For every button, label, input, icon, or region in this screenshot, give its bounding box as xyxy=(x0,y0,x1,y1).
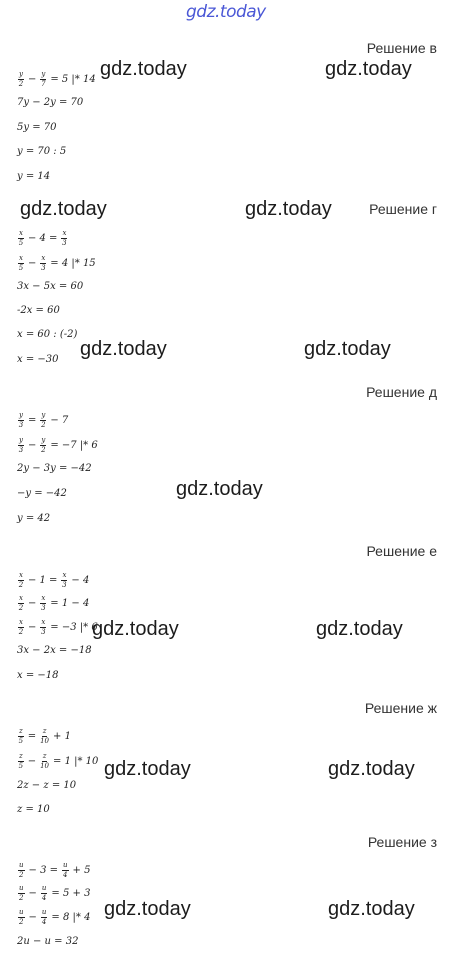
watermark: gdz.today xyxy=(316,618,403,640)
equation-line xyxy=(17,255,96,272)
equation-rest: = 5 + 3 xyxy=(51,887,91,899)
fraction-numerator: z xyxy=(42,727,47,735)
fraction-denominator: 3 xyxy=(41,628,46,636)
watermark: gdz.today xyxy=(104,758,191,780)
solution-heading-z: Решение з xyxy=(367,834,437,850)
fraction-numerator: x xyxy=(41,254,46,262)
solution-heading-g: Решение г xyxy=(369,201,437,217)
fraction-denominator: 3 xyxy=(41,604,46,612)
operator: − xyxy=(27,73,37,85)
fraction-denominator: 5 xyxy=(18,239,24,247)
fraction-numerator: x xyxy=(19,594,23,602)
fraction-denominator: 2 xyxy=(18,604,24,612)
fraction-numerator: y xyxy=(41,436,46,444)
equation-line xyxy=(17,909,90,926)
fraction-numerator: y xyxy=(19,411,23,419)
equation-rest: = −3 |* 6 xyxy=(50,621,98,633)
fraction-numerator: x xyxy=(19,618,23,626)
operator: − xyxy=(27,257,37,269)
equation-line: −y = −42 xyxy=(17,488,67,499)
fraction-denominator: 5 xyxy=(18,762,24,770)
site-logo[interactable]: gdz.today xyxy=(186,2,266,22)
fraction-denominator: 7 xyxy=(41,80,46,88)
fraction-numerator: z xyxy=(42,752,47,760)
fraction-denominator: 2 xyxy=(18,80,24,88)
fraction-numerator: y xyxy=(41,411,46,419)
fraction-denominator: 4 xyxy=(63,871,68,879)
fraction-denominator: 4 xyxy=(41,918,47,926)
watermark: gdz.today xyxy=(304,338,391,360)
fraction-numerator: x xyxy=(19,229,23,237)
equation-line: y = 70 : 5 xyxy=(17,146,67,157)
fraction-denominator: 10 xyxy=(40,762,50,770)
fraction-denominator: 2 xyxy=(19,871,24,879)
equation-rest: = 4 |* 15 xyxy=(50,257,96,269)
equation-line: y = 42 xyxy=(17,513,51,524)
equation-line: 5y = 70 xyxy=(17,122,57,133)
operator: − xyxy=(27,439,37,451)
equation-line xyxy=(17,862,90,879)
equation-rest: = 8 |* 4 xyxy=(51,911,91,923)
fraction-numerator: x xyxy=(19,254,23,262)
fraction-denominator: 2 xyxy=(19,894,24,902)
watermark: gdz.today xyxy=(100,58,187,80)
equation-middle: − 4 = xyxy=(27,232,58,244)
equation-line: 2u − u = 32 xyxy=(17,936,79,947)
equation-line xyxy=(17,412,68,429)
equation-line: 2z − z = 10 xyxy=(17,780,77,791)
fraction-numerator: x xyxy=(62,571,67,579)
fraction-denominator: 4 xyxy=(41,894,47,902)
watermark: gdz.today xyxy=(104,898,191,920)
equation-line xyxy=(17,572,89,589)
fraction-numerator: u xyxy=(19,908,24,916)
operator: − xyxy=(27,755,37,767)
solution-heading-e: Решение е xyxy=(366,543,437,559)
equation-line: 3x − 5x = 60 xyxy=(17,281,84,292)
watermark: gdz.today xyxy=(92,618,179,640)
equation-rest: − 4 xyxy=(71,574,90,586)
equation-line xyxy=(17,753,98,770)
watermark: gdz.today xyxy=(328,898,415,920)
fraction-denominator: 2 xyxy=(41,421,46,429)
fraction-denominator: 3 xyxy=(18,446,24,454)
equation-rest: = 1 − 4 xyxy=(50,597,90,609)
fraction-denominator: 5 xyxy=(18,737,24,745)
watermark: gdz.today xyxy=(328,758,415,780)
fraction-denominator: 2 xyxy=(18,628,24,636)
fraction-denominator: 3 xyxy=(62,581,67,589)
operator: − xyxy=(27,621,37,633)
equation-line: x = −30 xyxy=(17,354,59,365)
equation-rest: + 5 xyxy=(72,864,91,876)
fraction-denominator: 3 xyxy=(18,421,24,429)
fraction-numerator: u xyxy=(41,884,47,892)
fraction-numerator: y xyxy=(19,436,23,444)
fraction-numerator: u xyxy=(19,884,24,892)
watermark: gdz.today xyxy=(325,58,412,80)
operator: − xyxy=(28,911,37,923)
equation-line: y = 14 xyxy=(17,171,51,182)
fraction-denominator: 10 xyxy=(40,737,50,745)
equation-line xyxy=(17,885,90,902)
equation-line: x = 60 : (-2) xyxy=(17,329,78,340)
watermark: gdz.today xyxy=(245,198,332,220)
fraction-numerator: z xyxy=(19,752,23,760)
fraction-numerator: y xyxy=(19,70,23,78)
equation-line xyxy=(17,437,98,454)
fraction-numerator: x xyxy=(41,618,46,626)
equation-line xyxy=(17,619,98,636)
operator: − xyxy=(28,887,37,899)
equation-rest: = 1 |* 10 xyxy=(53,755,99,767)
equation-rest: + 1 xyxy=(53,730,71,742)
equation-line: x = −18 xyxy=(17,670,59,681)
equation-line xyxy=(17,595,89,612)
fraction-denominator: 3 xyxy=(41,264,46,272)
watermark: gdz.today xyxy=(80,338,167,360)
equation-rest: = 5 |* 14 xyxy=(50,73,96,85)
fraction-numerator: u xyxy=(19,861,24,869)
fraction-numerator: u xyxy=(41,908,47,916)
fraction-numerator: z xyxy=(19,727,23,735)
fraction-numerator: y xyxy=(41,70,46,78)
watermark: gdz.today xyxy=(176,478,263,500)
fraction-denominator: 2 xyxy=(19,918,24,926)
equation-line xyxy=(17,230,68,247)
fraction-numerator: x xyxy=(41,594,46,602)
fraction-denominator: 5 xyxy=(18,264,24,272)
fraction-numerator: x xyxy=(62,229,67,237)
fraction-denominator: 3 xyxy=(62,239,67,247)
fraction-numerator: x xyxy=(19,571,23,579)
fraction-numerator: u xyxy=(63,861,68,869)
equation-line xyxy=(17,728,71,745)
solution-heading-zh: Решение ж xyxy=(364,700,437,716)
equation-middle: = xyxy=(27,730,37,742)
operator: − xyxy=(27,597,37,609)
equation-rest: − 7 xyxy=(50,414,69,426)
watermark: gdz.today xyxy=(20,198,107,220)
equation-line xyxy=(17,71,96,88)
equation-line: 2y − 3y = −42 xyxy=(17,463,92,474)
solution-heading-d: Решение д xyxy=(366,384,437,400)
equation-middle: − 3 = xyxy=(28,864,58,876)
solution-heading-v: Решение в xyxy=(366,40,437,56)
fraction-denominator: 2 xyxy=(18,581,24,589)
equation-middle: = xyxy=(27,414,37,426)
equation-line: 3x − 2x = −18 xyxy=(17,645,92,656)
equation-line: -2x = 60 xyxy=(17,305,60,316)
equation-line: 7y − 2y = 70 xyxy=(17,97,84,108)
equation-rest: = −7 |* 6 xyxy=(50,439,98,451)
fraction-denominator: 2 xyxy=(41,446,46,454)
equation-line: z = 10 xyxy=(17,804,50,815)
equation-middle: − 1 = xyxy=(27,574,58,586)
